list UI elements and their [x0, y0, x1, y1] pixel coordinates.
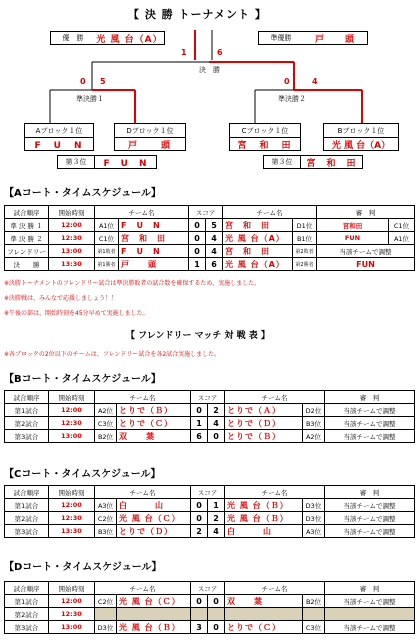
- col-team1: チーム名: [95, 582, 191, 595]
- third-place-1: [57, 155, 157, 169]
- semi2-score-right: 4: [312, 77, 318, 86]
- cell-team2: 光 風 台（A）: [223, 258, 293, 271]
- cell-team2: とりで（Ｂ）: [225, 430, 303, 443]
- cell-rank1: B2位: [95, 430, 117, 443]
- cell-score1: 0: [191, 595, 208, 608]
- semi1-label: 準決勝１: [76, 95, 104, 103]
- cell-score2: [208, 608, 225, 621]
- cell-rank1: 第1勝者: [95, 258, 119, 271]
- block-c-box: [229, 123, 301, 151]
- col-team2: チーム名: [225, 391, 325, 404]
- table-row: [5, 417, 415, 430]
- cell-team2: 宮 和 田: [223, 245, 293, 258]
- cell-team2: 光 風 台（Ｂ）: [225, 499, 303, 512]
- cell-team1: 白 山: [117, 499, 191, 512]
- court-d-table: [4, 581, 415, 634]
- block-a-label: Aブロック１位: [25, 124, 93, 138]
- cell-team1: 宮 和 田: [119, 232, 189, 245]
- cell-team1: F U N: [119, 219, 189, 232]
- cell-team1: とりで（Ｃ）: [117, 417, 191, 430]
- note-2: ※決勝戦は、みんなで応援しましょう！！: [4, 295, 118, 302]
- table-row: [5, 499, 415, 512]
- cell-rank1: C3位: [95, 417, 117, 430]
- cell-time: 12:00: [49, 499, 95, 512]
- cell-referee: [325, 608, 415, 621]
- cell-order: フレンドリー: [5, 245, 49, 258]
- third-place-2-label: 第３位: [264, 156, 301, 168]
- court-a-table: [4, 205, 415, 271]
- col-team1: チーム名: [95, 486, 191, 499]
- cell-rank2: B1位: [293, 232, 317, 245]
- court-c-header: [5, 486, 415, 499]
- cell-time: 12:30: [49, 232, 95, 245]
- cell-time: 12:30: [49, 608, 95, 621]
- cell-referee: 当該チームで調整: [325, 525, 415, 538]
- cell-order: 第2試合: [5, 608, 49, 621]
- block-d-team: 戸 頭: [127, 141, 172, 151]
- cell-referee: 当該チームで調整: [325, 595, 415, 608]
- cell-rank1: A1位: [95, 219, 119, 232]
- cell-referee: 宮和田: [317, 219, 389, 232]
- cell-score2: 4: [208, 525, 225, 538]
- cell-team2: とりで（Ｄ）: [225, 417, 303, 430]
- block-d-box: [114, 123, 186, 151]
- table-row: [5, 219, 415, 232]
- cell-order: 第3試合: [5, 621, 49, 634]
- cell-order: 決 勝: [5, 258, 49, 271]
- cell-rank1: A2位: [95, 404, 117, 417]
- col-order: 試合順序: [5, 486, 49, 499]
- block-a-team: F U N: [34, 141, 84, 151]
- col-time: 開始時刻: [49, 582, 95, 595]
- cell-order: 第2試合: [5, 512, 49, 525]
- table-row: [5, 245, 415, 258]
- cell-referee: FUN: [317, 258, 415, 271]
- col-order: 試合順序: [5, 206, 49, 219]
- cell-score1: [191, 608, 208, 621]
- cell-order: 第1試合: [5, 404, 49, 417]
- col-referee: 審 判: [325, 486, 415, 499]
- cell-referee: FUN: [317, 232, 389, 245]
- cell-score1: 0: [191, 499, 208, 512]
- col-time: 開始時刻: [49, 206, 95, 219]
- col-team2: チーム名: [223, 206, 317, 219]
- court-a-title: 【Aコート・タイムスケジュール】: [4, 188, 161, 199]
- cell-score2: 5: [206, 219, 223, 232]
- col-time: 開始時刻: [49, 391, 95, 404]
- cell-time: 12:30: [49, 417, 95, 430]
- cell-referee: 当該チームで調整: [325, 417, 415, 430]
- cell-rank2: D2位: [303, 404, 325, 417]
- cell-team1: 戸 頭: [119, 258, 189, 271]
- cell-time: 13:00: [49, 621, 95, 634]
- cell-time: 13:00: [49, 430, 95, 443]
- cell-team1: [117, 608, 191, 621]
- cell-score2: 0: [208, 595, 225, 608]
- block-c-team: 宮 和 田: [237, 141, 293, 151]
- friendly-note: ※各ブロックの2位以下のチームは、フレンドリー試合を各2試合実施しました。: [4, 351, 221, 358]
- cell-order: 第2試合: [5, 417, 49, 430]
- block-b-box: [323, 123, 399, 151]
- cell-team2: 双 葉: [225, 595, 303, 608]
- table-row: [5, 512, 415, 525]
- col-score: スコア: [191, 486, 225, 499]
- cell-referee: 当該チームで調整: [325, 499, 415, 512]
- cell-rank1: 第1敗者: [95, 245, 119, 258]
- cell-rank2: A3位: [303, 525, 325, 538]
- cell-rank2: [303, 608, 325, 621]
- cell-score2: 2: [208, 512, 225, 525]
- table-row: [5, 430, 415, 443]
- cell-time: 12:00: [49, 219, 95, 232]
- cell-score2: 0: [208, 430, 225, 443]
- cell-team2: 光 風 台（A）: [223, 232, 293, 245]
- table-row: [5, 595, 415, 608]
- note-1: ※決勝トーナメントのフレンドリー試合は準決勝敗者の試合数を確保するため、実施しました。: [4, 280, 261, 287]
- cell-team1: とりで（Ｂ）: [117, 404, 191, 417]
- winner-team: 光 風 台（A）: [96, 34, 163, 45]
- cell-order: 準 決 勝 １: [5, 219, 49, 232]
- cell-order: 第1試合: [5, 595, 49, 608]
- cell-rank1: A3位: [95, 499, 117, 512]
- cell-score1: 2: [191, 525, 208, 538]
- cell-team1: 光 風 台（Ｃ）: [117, 595, 191, 608]
- cell-score1: 1: [189, 258, 206, 271]
- cell-rank2: B2位: [303, 595, 325, 608]
- block-a-box: [24, 123, 94, 151]
- cell-team2: 宮 和 田: [223, 219, 293, 232]
- cell-team2: とりで（Ａ）: [225, 404, 303, 417]
- col-order: 試合順序: [5, 391, 49, 404]
- third-place-2-team: 宮 和 田: [306, 158, 357, 169]
- cell-team2: [225, 608, 303, 621]
- cell-score1: 6: [191, 430, 208, 443]
- winner-label: 優 勝: [62, 34, 84, 42]
- cell-referee-rank: C1位: [389, 219, 415, 232]
- final-label: 決 勝: [199, 66, 220, 74]
- cell-score1: 1: [191, 417, 208, 430]
- cell-team2: とりで（Ｃ）: [225, 621, 303, 634]
- court-d-title: 【Dコート・タイムスケジュール】: [4, 562, 162, 573]
- cell-score1: 3: [191, 621, 208, 634]
- cell-rank2: D3位: [303, 512, 325, 525]
- table-row: [5, 232, 415, 245]
- cell-rank1: B3位: [95, 525, 117, 538]
- col-time: 開始時刻: [49, 486, 95, 499]
- cell-rank1: D3位: [95, 621, 117, 634]
- table-row: [5, 404, 415, 417]
- runner-up-box: [258, 31, 368, 45]
- col-order: 試合順序: [5, 582, 49, 595]
- cell-rank2: D3位: [303, 499, 325, 512]
- court-a-header: [5, 206, 415, 219]
- cell-rank2: B3位: [303, 417, 325, 430]
- cell-team2: 光 風 台（Ｂ）: [225, 512, 303, 525]
- cell-rank2: A2位: [303, 430, 325, 443]
- table-row: [5, 525, 415, 538]
- cell-referee: 当該チームで調整: [325, 621, 415, 634]
- col-referee: 審 判: [325, 582, 415, 595]
- cell-time: 12:00: [49, 595, 95, 608]
- runner-up-label: 準優勝: [270, 34, 292, 42]
- cell-rank1: C1位: [95, 232, 119, 245]
- col-team1: チーム名: [95, 391, 191, 404]
- cell-order: 第3試合: [5, 430, 49, 443]
- final-score-left: 1: [181, 48, 187, 57]
- cell-score1: 0: [191, 404, 208, 417]
- semi2-score-left: 0: [284, 77, 290, 86]
- cell-team2: 白 山: [225, 525, 303, 538]
- third-place-2: [263, 155, 363, 169]
- table-row: [5, 258, 415, 271]
- cell-order: 準 決 勝 ２: [5, 232, 49, 245]
- note-3: ※午後の部は、開始時刻を45分早めて実施しました。: [4, 310, 149, 317]
- cell-time: 13:30: [49, 525, 95, 538]
- cell-score2: 4: [208, 417, 225, 430]
- cell-score1: 0: [189, 245, 206, 258]
- cell-score2: 4: [206, 245, 223, 258]
- cell-rank2: 第2敗者: [293, 245, 317, 258]
- cell-team1: 光 風 台（Ｃ）: [117, 512, 191, 525]
- cell-rank1: C2位: [95, 512, 117, 525]
- cell-team1: 双 葉: [117, 430, 191, 443]
- cell-referee: 当該チームで調整: [325, 430, 415, 443]
- third-place-1-label: 第３位: [58, 156, 95, 168]
- cell-rank2: 第2勝者: [293, 258, 317, 271]
- cell-score1: 0: [191, 512, 208, 525]
- winner-box: [50, 31, 165, 45]
- cell-score2: 6: [206, 258, 223, 271]
- cell-team1: 光 風 台（Ｂ）: [117, 621, 191, 634]
- bracket-lines: [0, 0, 418, 180]
- runner-up-team: 戸 頭: [314, 34, 355, 45]
- third-place-1-team: F U N: [103, 158, 148, 169]
- cell-time: 13:30: [49, 258, 95, 271]
- semi2-label: 準決勝２: [278, 95, 306, 103]
- col-score: スコア: [191, 582, 225, 595]
- cell-time: 13:00: [49, 245, 95, 258]
- court-b-table: [4, 390, 415, 443]
- friendly-title: 【 フレンドリー マッチ 対 戦 表 】: [126, 331, 270, 341]
- court-c-table: [4, 485, 415, 538]
- block-c-label: Cブロック１位: [230, 124, 300, 138]
- semi1-score-right: 5: [100, 77, 106, 86]
- cell-rank2: D1位: [293, 219, 317, 232]
- col-referee: 審 判: [325, 391, 415, 404]
- cell-order: 第3試合: [5, 525, 49, 538]
- block-b-team: 光 風 台（A）: [331, 141, 391, 151]
- col-team2: チーム名: [225, 582, 325, 595]
- cell-score1: 0: [189, 219, 206, 232]
- court-b-title: 【Bコート・タイムスケジュール】: [4, 374, 161, 385]
- block-b-label: Bブロック１位: [324, 124, 398, 138]
- col-team1: チーム名: [95, 206, 189, 219]
- cell-score2: 4: [206, 232, 223, 245]
- cell-rank1: C2位: [95, 595, 117, 608]
- cell-referee-rank: A1位: [389, 232, 415, 245]
- table-row-empty: [5, 608, 415, 621]
- cell-team1: F U N: [119, 245, 189, 258]
- final-score-right: 6: [217, 48, 223, 57]
- cell-score2: 1: [208, 499, 225, 512]
- block-d-label: Dブロック１位: [115, 124, 185, 138]
- cell-team1: とりで（Ｄ）: [117, 525, 191, 538]
- col-score: スコア: [189, 206, 223, 219]
- cell-score2: 2: [208, 404, 225, 417]
- cell-referee: 当該チームで調整: [325, 404, 415, 417]
- cell-score1: 0: [189, 232, 206, 245]
- cell-order: 第1試合: [5, 499, 49, 512]
- col-referee: 審 判: [317, 206, 415, 219]
- table-row: [5, 621, 415, 634]
- court-d-header: [5, 582, 415, 595]
- cell-rank2: C3位: [303, 621, 325, 634]
- col-team2: チーム名: [225, 486, 325, 499]
- cell-referee: 当該チームで調整: [325, 512, 415, 525]
- page-title: 【 決 勝 トーナメント 】: [128, 8, 267, 21]
- cell-time: 12:30: [49, 512, 95, 525]
- cell-rank1: [95, 608, 117, 621]
- col-score: スコア: [191, 391, 225, 404]
- court-b-header: [5, 391, 415, 404]
- cell-referee: 当該チームで調整: [317, 245, 415, 258]
- cell-time: 12:00: [49, 404, 95, 417]
- cell-score2: 0: [208, 621, 225, 634]
- semi1-score-left: 0: [80, 77, 86, 86]
- court-c-title: 【Cコート・タイムスケジュール】: [4, 469, 161, 480]
